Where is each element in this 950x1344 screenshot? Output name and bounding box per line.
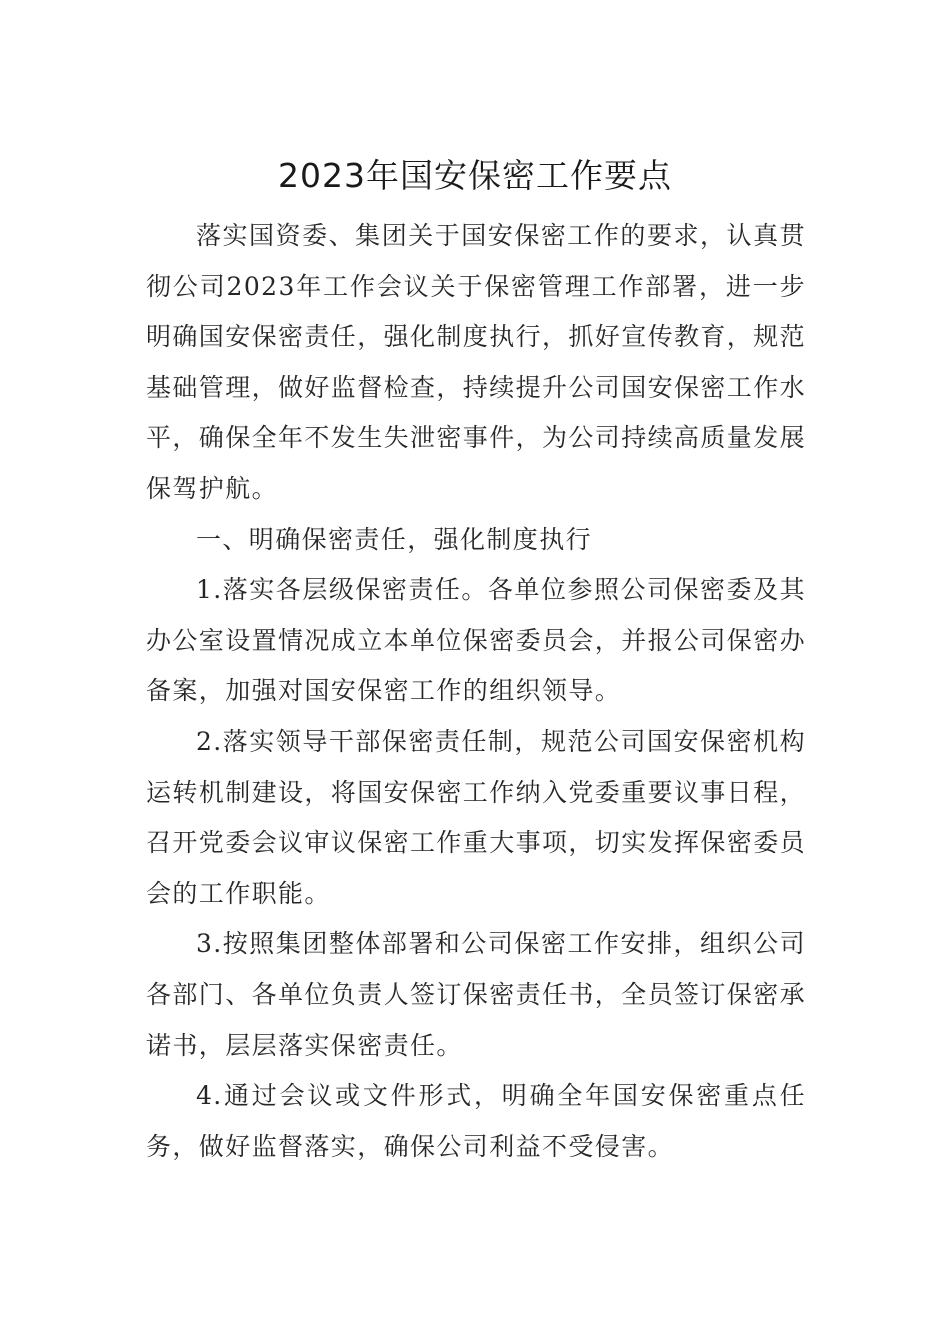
paragraph-item-1: 1.落实各层级保密责任。各单位参照公司保密委及其办公室设置情况成立本单位保密委员会，并报公司保密办备案，加强对国安保密工作的组织领导。 <box>146 575 807 706</box>
paragraph-item-4: 4.通过会议或文件形式，明确全年国安保密重点任务，做好监督落实，确保公司利益不受侵害。 <box>146 1081 806 1161</box>
document-title: 2023年国安保密工作要点 <box>278 156 672 195</box>
section-heading-1: 一、明确保密责任，强化制度执行 <box>196 524 593 554</box>
paragraph-item-2: 2.落实领导干部保密责任制，规范公司国安保密机构运转机制建设，将国安保密工作纳入党委重要议事日程，召开党委会议审议保密工作重大事项，切实发挥保密委员会的工作职能。 <box>146 726 807 908</box>
document-body <box>146 211 806 1172</box>
paragraph-intro: 落实国资委、集团关于国安保密工作的要求，认真贯彻公司2023年工作会议关于保密管理工作部署，进一步明确国安保密责任，强化制度执行，抓好宣传教育，规范基础管理，做好监督检查，持续提升公司国安保密工作水平，确保全年不发生失泄密事件，为公司持续高质量发展保驾护航。 <box>146 221 807 503</box>
paragraph-item-3: 3.按照集团整体部署和公司保密工作安排，组织公司各部门、各单位负责人签订保密责任书，全员签订保密承诺书，层层落实保密责任。 <box>146 929 807 1060</box>
